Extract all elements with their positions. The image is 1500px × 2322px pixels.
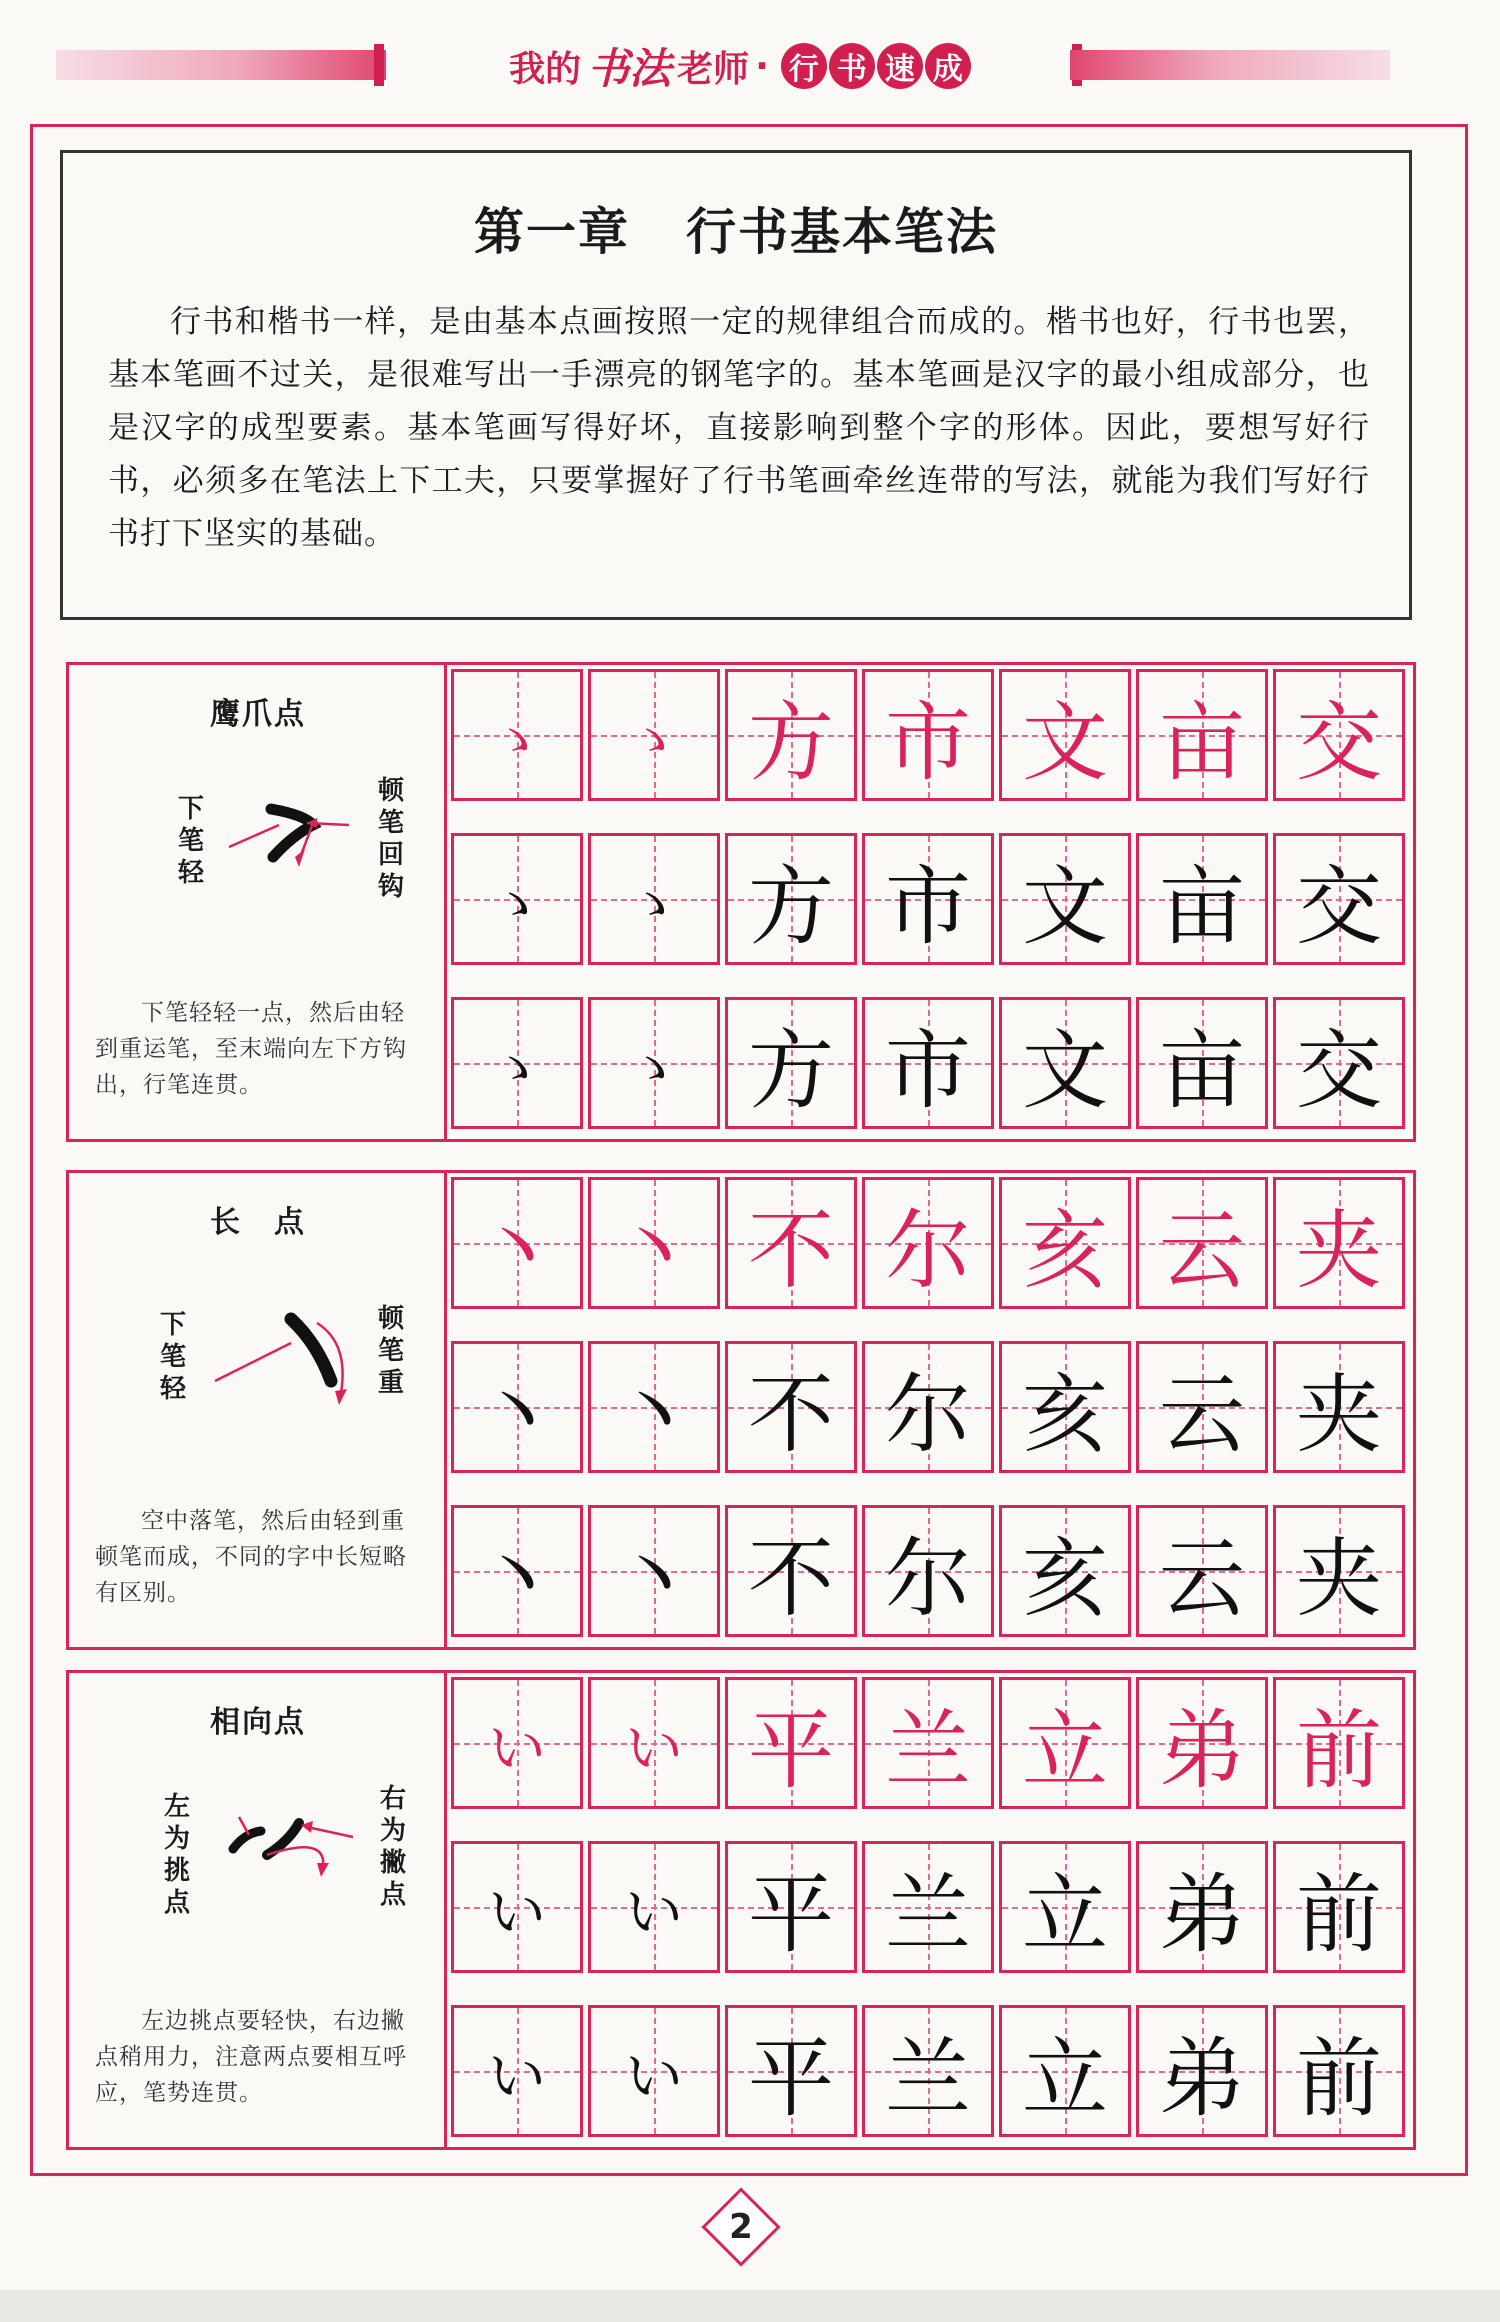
practice-cell bbox=[451, 1841, 583, 1973]
trace-char: 前 bbox=[1296, 1865, 1382, 1965]
model-char: 文 bbox=[1022, 693, 1108, 793]
practice-cell bbox=[1136, 669, 1268, 801]
practice-cell bbox=[1273, 1177, 1405, 1309]
trace-char: い bbox=[624, 2042, 683, 2110]
model-char: 立 bbox=[1022, 1701, 1108, 1801]
stroke-diagram bbox=[129, 1783, 429, 1973]
practice-cell bbox=[451, 833, 583, 965]
practice-grid bbox=[447, 1673, 1413, 2147]
practice-row-model bbox=[447, 1177, 1413, 1317]
practice-cell bbox=[862, 1841, 994, 1973]
practice-cell bbox=[451, 1677, 583, 1809]
practice-cell bbox=[588, 833, 720, 965]
trace-char: 平 bbox=[748, 2029, 834, 2129]
badge-char: 速 bbox=[877, 43, 923, 89]
practice-cell bbox=[999, 1677, 1131, 1809]
model-char: ゝ bbox=[624, 706, 683, 774]
model-char: 不 bbox=[748, 1201, 834, 1301]
hook-dot-stroke-icon bbox=[209, 775, 369, 965]
practice-cell bbox=[999, 2005, 1131, 2137]
model-char: い bbox=[624, 1714, 683, 1782]
trace-char: 不 bbox=[748, 1529, 834, 1629]
diagram-label-right: 顿笔重 bbox=[377, 1304, 404, 1398]
practice-cell bbox=[999, 997, 1131, 1129]
practice-cell bbox=[725, 669, 857, 801]
practice-cell bbox=[1136, 833, 1268, 965]
practice-cell bbox=[588, 997, 720, 1129]
diagram-label-right: 右为撇点 bbox=[379, 1784, 406, 1910]
stroke-section-1 bbox=[66, 662, 1416, 1142]
practice-row-trace bbox=[447, 997, 1413, 1137]
series-title bbox=[460, 36, 1020, 96]
practice-cell bbox=[862, 1177, 994, 1309]
practice-cell bbox=[1273, 833, 1405, 965]
trace-char: い bbox=[487, 2042, 546, 2110]
series-title-part3: 老师 bbox=[677, 48, 750, 90]
practice-row-trace bbox=[447, 1505, 1413, 1645]
trace-char: い bbox=[624, 1878, 683, 1946]
badge-char: 行 bbox=[781, 43, 827, 89]
practice-cell bbox=[725, 997, 857, 1129]
practice-cell bbox=[1136, 1341, 1268, 1473]
practice-cell bbox=[1273, 1841, 1405, 1973]
stroke-info-panel bbox=[69, 1673, 447, 2147]
trace-char: 夹 bbox=[1296, 1529, 1382, 1629]
practice-cell bbox=[1136, 1841, 1268, 1973]
trace-char: 亩 bbox=[1159, 1021, 1245, 1121]
badge-char: 成 bbox=[925, 43, 971, 89]
trace-char: 尔 bbox=[885, 1529, 971, 1629]
trace-char: 前 bbox=[1296, 2029, 1382, 2129]
model-char: 丶 bbox=[611, 1201, 697, 1301]
series-title-part1: 我的 bbox=[509, 48, 582, 90]
practice-cell bbox=[862, 833, 994, 965]
trace-char: 云 bbox=[1159, 1529, 1245, 1629]
trace-char: 丶 bbox=[611, 1365, 697, 1465]
practice-cell bbox=[725, 1677, 857, 1809]
practice-cell bbox=[999, 1841, 1131, 1973]
trace-char: 平 bbox=[748, 1865, 834, 1965]
trace-char: 弟 bbox=[1159, 1865, 1245, 1965]
practice-cell bbox=[862, 997, 994, 1129]
series-title-part2: 书法 bbox=[587, 44, 672, 93]
practice-cell bbox=[999, 669, 1131, 801]
trace-char: ゝ bbox=[624, 870, 683, 938]
model-char: い bbox=[487, 1714, 546, 1782]
practice-grid bbox=[447, 665, 1413, 1139]
practice-cell bbox=[1136, 1505, 1268, 1637]
practice-cell bbox=[588, 1341, 720, 1473]
practice-cell bbox=[725, 1341, 857, 1473]
series-title-separator: · bbox=[755, 45, 769, 87]
diagram-label-left: 下笔轻 bbox=[159, 1310, 186, 1404]
model-char: 云 bbox=[1159, 1201, 1245, 1301]
model-char: 弟 bbox=[1159, 1701, 1245, 1801]
stroke-section-3 bbox=[66, 1670, 1416, 2150]
model-char: 平 bbox=[748, 1701, 834, 1801]
model-char: 兰 bbox=[885, 1701, 971, 1801]
practice-cell bbox=[862, 1341, 994, 1473]
stroke-description: 空中落笔，然后由轻到重顿笔而成，不同的字中长短略有区别。 bbox=[95, 1508, 407, 1606]
practice-cell bbox=[451, 1177, 583, 1309]
trace-char: 尔 bbox=[885, 1365, 971, 1465]
trace-char: 兰 bbox=[885, 1865, 971, 1965]
trace-char: い bbox=[487, 1878, 546, 1946]
practice-cell bbox=[451, 1505, 583, 1637]
practice-row-trace bbox=[447, 833, 1413, 973]
practice-cell bbox=[1136, 1177, 1268, 1309]
practice-cell bbox=[999, 1341, 1131, 1473]
badge-char: 书 bbox=[829, 43, 875, 89]
scan-bottom-margin bbox=[0, 2290, 1500, 2322]
practice-cell bbox=[588, 1841, 720, 1973]
trace-char: 方 bbox=[748, 1021, 834, 1121]
stroke-description: 下笔轻轻一点，然后由轻到重运笔，至末端向左下方钩出，行笔连贯。 bbox=[95, 1000, 407, 1098]
trace-char: 市 bbox=[885, 1021, 971, 1121]
practice-cell bbox=[588, 1505, 720, 1637]
practice-cell bbox=[1273, 1505, 1405, 1637]
model-char: 市 bbox=[885, 693, 971, 793]
trace-char: ゝ bbox=[487, 870, 546, 938]
header-right-bar bbox=[1070, 50, 1390, 80]
practice-cell bbox=[725, 1177, 857, 1309]
long-dot-stroke-icon bbox=[199, 1283, 369, 1473]
practice-cell bbox=[862, 1677, 994, 1809]
chapter-name: 行书基本笔法 bbox=[686, 202, 998, 261]
stroke-name: 相向点 bbox=[210, 1705, 306, 1740]
practice-cell bbox=[588, 1177, 720, 1309]
model-char: ゝ bbox=[487, 706, 546, 774]
practice-grid bbox=[447, 1173, 1413, 1647]
model-char: 交 bbox=[1296, 693, 1382, 793]
trace-char: 方 bbox=[748, 857, 834, 957]
practice-cell bbox=[725, 1841, 857, 1973]
practice-cell bbox=[999, 1177, 1131, 1309]
model-char: 丶 bbox=[474, 1201, 560, 1301]
trace-char: 立 bbox=[1022, 2029, 1108, 2129]
practice-cell bbox=[862, 669, 994, 801]
trace-char: 亥 bbox=[1022, 1529, 1108, 1629]
trace-char: 云 bbox=[1159, 1365, 1245, 1465]
trace-char: 交 bbox=[1296, 1021, 1382, 1121]
diagram-label-right: 顿笔回钩 bbox=[377, 776, 404, 902]
trace-char: 文 bbox=[1022, 1021, 1108, 1121]
practice-row-model bbox=[447, 1677, 1413, 1817]
practice-cell bbox=[862, 1505, 994, 1637]
facing-dots-stroke-icon bbox=[203, 1793, 373, 1923]
trace-char: 夹 bbox=[1296, 1365, 1382, 1465]
practice-cell bbox=[588, 669, 720, 801]
trace-char: ゝ bbox=[487, 1034, 546, 1102]
stroke-diagram bbox=[129, 1283, 429, 1473]
trace-char: 市 bbox=[885, 857, 971, 957]
practice-row-trace bbox=[447, 1841, 1413, 1981]
practice-cell bbox=[999, 833, 1131, 965]
model-char: 尔 bbox=[885, 1201, 971, 1301]
trace-char: 不 bbox=[748, 1365, 834, 1465]
practice-cell bbox=[588, 2005, 720, 2137]
trace-char: 丶 bbox=[474, 1365, 560, 1465]
practice-cell bbox=[451, 1341, 583, 1473]
trace-char: 兰 bbox=[885, 2029, 971, 2129]
practice-cell bbox=[999, 1505, 1131, 1637]
diagram-label-left: 下笔轻 bbox=[177, 794, 204, 888]
practice-cell bbox=[1273, 1677, 1405, 1809]
practice-row-trace bbox=[447, 2005, 1413, 2145]
practice-cell bbox=[725, 833, 857, 965]
diagram-label-left: 左为挑点 bbox=[163, 1792, 190, 1918]
practice-cell bbox=[588, 1677, 720, 1809]
trace-char: ゝ bbox=[624, 1034, 683, 1102]
stroke-info-panel bbox=[69, 665, 447, 1139]
header-left-tick bbox=[374, 44, 384, 86]
model-char: 亥 bbox=[1022, 1201, 1108, 1301]
model-char: 夹 bbox=[1296, 1201, 1382, 1301]
trace-char: 亥 bbox=[1022, 1365, 1108, 1465]
stroke-diagram bbox=[129, 775, 429, 965]
model-char: 亩 bbox=[1159, 693, 1245, 793]
practice-cell bbox=[1273, 997, 1405, 1129]
practice-cell bbox=[1273, 2005, 1405, 2137]
trace-char: 亩 bbox=[1159, 857, 1245, 957]
trace-char: 弟 bbox=[1159, 2029, 1245, 2129]
trace-char: 立 bbox=[1022, 1865, 1108, 1965]
practice-cell bbox=[1136, 2005, 1268, 2137]
practice-cell bbox=[1136, 997, 1268, 1129]
practice-cell bbox=[1136, 1677, 1268, 1809]
practice-cell bbox=[451, 669, 583, 801]
practice-cell bbox=[725, 2005, 857, 2137]
stroke-name: 鹰爪点 bbox=[210, 697, 306, 732]
intro-paragraph: 行书和楷书一样，是由基本点画按照一定的规律组合而成的。楷书也好，行书也罢，基本笔画不过关，是很难写出一手漂亮的钢笔字的。基本笔画是汉字的最小组成部分，也是汉字的成型要素。基本笔画写得好坏，直接影响到整个字的形体。因此，要想写好行书，必须多在笔法上下工夫，只要掌握好了行书笔画牵丝连带的写法，就能为我们写好行书打下坚实的基础。 bbox=[108, 304, 1370, 552]
trace-char: 丶 bbox=[611, 1529, 697, 1629]
page-number-value: 2 bbox=[729, 2207, 753, 2247]
practice-cell bbox=[451, 2005, 583, 2137]
chapter-title bbox=[60, 192, 1412, 264]
model-char: 前 bbox=[1296, 1701, 1382, 1801]
trace-char: 交 bbox=[1296, 857, 1382, 957]
trace-char: 丶 bbox=[474, 1529, 560, 1629]
stroke-section-2 bbox=[66, 1170, 1416, 1650]
practice-cell bbox=[451, 997, 583, 1129]
practice-cell bbox=[862, 2005, 994, 2137]
practice-cell bbox=[725, 1505, 857, 1637]
chapter-number: 第一章 bbox=[474, 202, 630, 261]
practice-row-model bbox=[447, 669, 1413, 809]
practice-cell bbox=[1273, 1341, 1405, 1473]
stroke-description: 左边挑点要轻快，右边撇点稍用力，注意两点要相互呼应，笔势连贯。 bbox=[95, 2008, 407, 2106]
series-badge bbox=[781, 43, 971, 89]
practice-row-trace bbox=[447, 1341, 1413, 1481]
trace-char: 文 bbox=[1022, 857, 1108, 957]
model-char: 方 bbox=[748, 693, 834, 793]
page-number bbox=[706, 2192, 776, 2262]
practice-cell bbox=[1273, 669, 1405, 801]
header-left-bar bbox=[56, 50, 386, 80]
stroke-info-panel bbox=[69, 1173, 447, 1647]
stroke-name: 长 点 bbox=[210, 1205, 306, 1240]
